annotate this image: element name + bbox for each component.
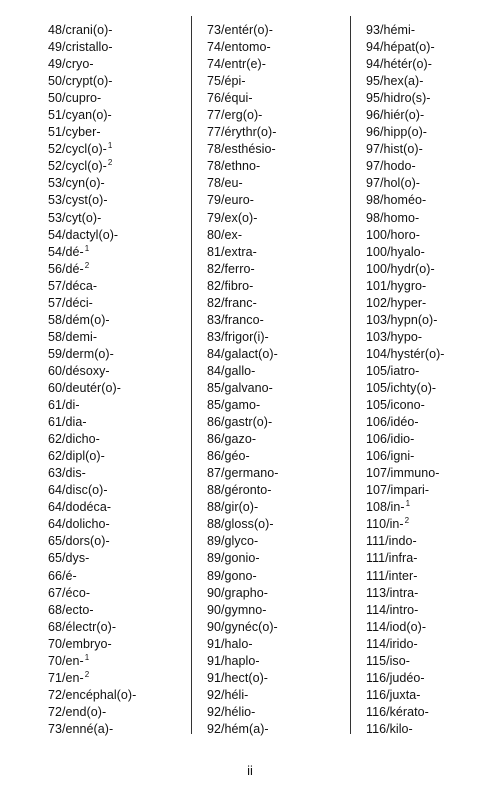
index-entry bbox=[48, 90, 178, 107]
entry-term: 84/gallo- bbox=[207, 363, 256, 378]
index-entry bbox=[207, 22, 335, 39]
entry-term: 73/enné(a)- bbox=[48, 721, 114, 736]
index-entry bbox=[207, 39, 335, 56]
entry-term: 91/haplo- bbox=[207, 653, 260, 668]
entry-term: 60/deutér(o)- bbox=[48, 380, 121, 395]
entry-term: 97/hol(o)- bbox=[366, 176, 420, 191]
entry-term: 95/hidro(s)- bbox=[366, 91, 431, 106]
index-entry bbox=[207, 175, 335, 192]
index-entry bbox=[48, 721, 178, 738]
index-entry bbox=[366, 448, 496, 465]
index-entry bbox=[366, 107, 496, 124]
entry-term: 97/hodo- bbox=[366, 159, 416, 174]
entry-term: 74/entomo- bbox=[207, 40, 271, 55]
index-entry bbox=[48, 448, 178, 465]
entry-term: 96/hiér(o)- bbox=[366, 108, 425, 123]
entry-superscript: 2 bbox=[84, 260, 90, 270]
entry-term: 88/géronto- bbox=[207, 483, 272, 498]
index-entry bbox=[48, 397, 178, 414]
entry-term: 54/dactyl(o)- bbox=[48, 227, 119, 242]
column-divider-2 bbox=[350, 16, 351, 734]
entry-term: 94/hépat(o)- bbox=[366, 40, 435, 55]
entry-term: 79/ex(o)- bbox=[207, 210, 258, 225]
index-entry bbox=[48, 653, 178, 670]
entry-superscript: 1 bbox=[107, 141, 113, 151]
index-entry bbox=[207, 516, 335, 533]
entry-term: 78/eu- bbox=[207, 176, 243, 191]
entry-term: 77/érythr(o)- bbox=[207, 125, 277, 140]
entry-term: 67/éco- bbox=[48, 585, 91, 600]
index-entry bbox=[366, 39, 496, 56]
index-entry bbox=[48, 619, 178, 636]
entry-term: 111/indo- bbox=[366, 534, 417, 549]
entry-term: 106/igni- bbox=[366, 449, 415, 464]
index-entry bbox=[48, 482, 178, 499]
entry-term: 73/entér(o)- bbox=[207, 23, 273, 37]
entry-term: 62/dipl(o)- bbox=[48, 449, 105, 464]
index-entry bbox=[48, 244, 178, 261]
entry-term: 59/derm(o)- bbox=[48, 346, 114, 361]
entry-term: 78/ethno- bbox=[207, 159, 261, 174]
entry-term: 89/gono- bbox=[207, 568, 257, 583]
entry-term: 102/hyper- bbox=[366, 295, 427, 310]
entry-term: 116/kérato- bbox=[366, 704, 429, 719]
entry-term: 85/galvano- bbox=[207, 380, 273, 395]
entry-term: 49/cryo- bbox=[48, 57, 94, 72]
entry-term: 70/en- bbox=[48, 653, 84, 668]
index-entry bbox=[48, 295, 178, 312]
entry-term: 106/idéo- bbox=[366, 415, 419, 430]
entry-term: 83/franco- bbox=[207, 312, 264, 327]
index-entry bbox=[366, 158, 496, 175]
entry-term: 105/icono- bbox=[366, 398, 425, 413]
index-entry bbox=[48, 210, 178, 227]
index-entry bbox=[48, 56, 178, 73]
index-entry bbox=[207, 431, 335, 448]
index-entry bbox=[48, 670, 178, 687]
entry-term: 52/cycl(o)- bbox=[48, 159, 107, 174]
entry-term: 111/infra- bbox=[366, 551, 418, 566]
entry-term: 54/dé- bbox=[48, 244, 84, 259]
entry-term: 100/hydr(o)- bbox=[366, 261, 435, 276]
entry-term: 88/gloss(o)- bbox=[207, 517, 274, 532]
index-entry bbox=[207, 448, 335, 465]
entry-term: 61/dia- bbox=[48, 415, 87, 430]
entry-term: 62/dicho- bbox=[48, 432, 100, 447]
entry-term: 104/hystér(o)- bbox=[366, 346, 445, 361]
entry-term: 77/erg(o)- bbox=[207, 108, 263, 123]
entry-term: 65/dors(o)- bbox=[48, 534, 110, 549]
entry-term: 90/gynéc(o)- bbox=[207, 619, 278, 634]
index-entry bbox=[207, 619, 335, 636]
index-entry bbox=[207, 414, 335, 431]
index-column-3 bbox=[366, 22, 496, 738]
entry-term: 83/frigor(i)- bbox=[207, 329, 269, 344]
entry-term: 100/horo- bbox=[366, 227, 420, 242]
entry-superscript: 2 bbox=[84, 669, 90, 679]
entry-term: 57/déca- bbox=[48, 278, 98, 293]
entry-term: 50/cupro- bbox=[48, 91, 102, 106]
index-entry bbox=[366, 465, 496, 482]
entry-term: 113/intra- bbox=[366, 585, 419, 600]
index-entry bbox=[207, 533, 335, 550]
index-entry bbox=[48, 312, 178, 329]
index-entry bbox=[366, 261, 496, 278]
index-entry bbox=[48, 568, 178, 585]
entry-term: 79/euro- bbox=[207, 193, 254, 208]
entry-term: 53/cyst(o)- bbox=[48, 193, 108, 208]
entry-superscript: 1 bbox=[84, 243, 90, 253]
index-entry bbox=[366, 380, 496, 397]
entry-term: 91/halo- bbox=[207, 636, 253, 651]
entry-term: 66/é- bbox=[48, 568, 77, 583]
index-entry bbox=[207, 550, 335, 567]
entry-term: 58/demi- bbox=[48, 329, 98, 344]
index-entry bbox=[207, 124, 335, 141]
index-entry bbox=[48, 22, 178, 39]
index-entry bbox=[207, 192, 335, 209]
index-entry bbox=[207, 90, 335, 107]
index-entry bbox=[366, 346, 496, 363]
page-number: ii bbox=[247, 763, 253, 778]
entry-term: 94/hétér(o)- bbox=[366, 57, 432, 72]
index-entry bbox=[366, 568, 496, 585]
entry-term: 58/dém(o)- bbox=[48, 312, 110, 327]
index-entry bbox=[207, 687, 335, 704]
entry-term: 114/irido- bbox=[366, 636, 418, 651]
entry-term: 82/fibro- bbox=[207, 278, 254, 293]
index-entry bbox=[207, 312, 335, 329]
entry-term: 63/dis- bbox=[48, 466, 86, 481]
index-entry bbox=[207, 653, 335, 670]
index-entry bbox=[366, 585, 496, 602]
entry-superscript: 1 bbox=[405, 499, 411, 509]
entry-term: 56/dé- bbox=[48, 261, 84, 276]
entry-term: 108/in- bbox=[366, 500, 405, 515]
index-entry bbox=[207, 721, 335, 738]
entry-term: 95/hex(a)- bbox=[366, 74, 424, 89]
entry-term: 101/hygro- bbox=[366, 278, 427, 293]
entry-term: 85/gamo- bbox=[207, 398, 261, 413]
index-entry bbox=[366, 192, 496, 209]
entry-term: 92/hélio- bbox=[207, 704, 256, 719]
entry-term: 74/entr(e)- bbox=[207, 57, 266, 72]
entry-term: 114/iod(o)- bbox=[366, 619, 427, 634]
index-entry bbox=[207, 261, 335, 278]
index-entry bbox=[48, 431, 178, 448]
entry-term: 91/hect(o)- bbox=[207, 670, 268, 685]
entry-term: 116/kilo- bbox=[366, 721, 413, 736]
entry-superscript: 2 bbox=[107, 158, 113, 168]
index-entry bbox=[207, 568, 335, 585]
entry-term: 64/dodéca- bbox=[48, 500, 112, 515]
column-divider-1 bbox=[191, 16, 192, 734]
entry-term: 75/épi- bbox=[207, 74, 246, 89]
entry-term: 80/ex- bbox=[207, 227, 243, 242]
index-entry bbox=[207, 210, 335, 227]
index-entry bbox=[207, 602, 335, 619]
entry-term: 53/cyn(o)- bbox=[48, 176, 105, 191]
index-entry bbox=[207, 465, 335, 482]
index-entry bbox=[366, 533, 496, 550]
index-column-1 bbox=[48, 22, 178, 738]
index-entry bbox=[48, 414, 178, 431]
index-entry bbox=[207, 278, 335, 295]
index-entry bbox=[207, 363, 335, 380]
index-entry bbox=[366, 619, 496, 636]
index-entry bbox=[48, 636, 178, 653]
index-entry bbox=[366, 90, 496, 107]
entry-term: 68/ecto- bbox=[48, 602, 94, 617]
entry-term: 88/gir(o)- bbox=[207, 500, 259, 515]
entry-term: 114/intro- bbox=[366, 602, 419, 617]
index-entry bbox=[48, 602, 178, 619]
index-entry bbox=[207, 244, 335, 261]
entry-term: 49/cristallo- bbox=[48, 40, 113, 55]
entry-term: 87/germano- bbox=[207, 466, 279, 481]
entry-term: 71/en- bbox=[48, 670, 84, 685]
entry-term: 111/inter- bbox=[366, 568, 418, 583]
index-entry bbox=[48, 380, 178, 397]
entry-term: 86/gastr(o)- bbox=[207, 415, 273, 430]
entry-term: 90/gymno- bbox=[207, 602, 267, 617]
entry-term: 107/immuno- bbox=[366, 466, 440, 481]
index-entry bbox=[366, 516, 496, 533]
index-entry bbox=[366, 73, 496, 90]
index-entry bbox=[48, 585, 178, 602]
index-entry bbox=[207, 397, 335, 414]
index-entry bbox=[366, 210, 496, 227]
index-entry bbox=[207, 346, 335, 363]
entry-term: 64/disc(o)- bbox=[48, 483, 108, 498]
index-entry bbox=[48, 687, 178, 704]
entry-term: 89/gonio- bbox=[207, 551, 260, 566]
index-entry bbox=[207, 227, 335, 244]
index-entry bbox=[48, 516, 178, 533]
index-entry bbox=[48, 175, 178, 192]
entry-term: 48/crani(o)- bbox=[48, 23, 113, 37]
entry-term: 86/géo- bbox=[207, 449, 250, 464]
entry-term: 100/hyalo- bbox=[366, 244, 425, 259]
index-entry bbox=[207, 56, 335, 73]
entry-term: 51/cyber- bbox=[48, 125, 101, 140]
entry-term: 116/juxta- bbox=[366, 687, 421, 702]
index-entry bbox=[48, 192, 178, 209]
index-entry bbox=[366, 482, 496, 499]
entry-term: 115/iso- bbox=[366, 653, 410, 668]
index-entry bbox=[48, 124, 178, 141]
entry-term: 106/idio- bbox=[366, 432, 415, 447]
entry-term: 52/cycl(o)- bbox=[48, 142, 107, 157]
entry-term: 92/héli- bbox=[207, 687, 249, 702]
entry-term: 107/impari- bbox=[366, 483, 430, 498]
entry-term: 65/dys- bbox=[48, 551, 90, 566]
entry-term: 53/cyt(o)- bbox=[48, 210, 102, 225]
entry-term: 110/in- bbox=[366, 517, 404, 532]
index-entry bbox=[366, 550, 496, 567]
entry-term: 57/déci- bbox=[48, 295, 93, 310]
entry-term: 72/end(o)- bbox=[48, 704, 107, 719]
index-entry bbox=[48, 141, 178, 158]
entry-term: 93/hémi- bbox=[366, 23, 416, 37]
index-entry bbox=[48, 533, 178, 550]
entry-term: 51/cyan(o)- bbox=[48, 108, 112, 123]
index-entry bbox=[207, 380, 335, 397]
entry-term: 61/di- bbox=[48, 398, 80, 413]
index-entry bbox=[48, 73, 178, 90]
index-entry bbox=[366, 141, 496, 158]
index-entry bbox=[366, 602, 496, 619]
index-entry bbox=[366, 227, 496, 244]
index-entry bbox=[48, 278, 178, 295]
index-entry bbox=[48, 346, 178, 363]
index-entry bbox=[207, 141, 335, 158]
index-entry bbox=[366, 312, 496, 329]
entry-superscript: 1 bbox=[84, 652, 90, 662]
index-entry bbox=[366, 295, 496, 312]
index-entry bbox=[48, 39, 178, 56]
entry-term: 90/grapho- bbox=[207, 585, 268, 600]
entry-term: 86/gazo- bbox=[207, 432, 257, 447]
index-entry bbox=[207, 585, 335, 602]
entry-term: 103/hypo- bbox=[366, 329, 423, 344]
index-entry bbox=[366, 124, 496, 141]
index-entry bbox=[366, 704, 496, 721]
index-entry bbox=[48, 329, 178, 346]
index-entry bbox=[366, 431, 496, 448]
index-entry bbox=[207, 670, 335, 687]
entry-term: 60/désoxy- bbox=[48, 363, 110, 378]
index-entry bbox=[207, 636, 335, 653]
index-entry bbox=[207, 329, 335, 346]
index-entry bbox=[48, 227, 178, 244]
entry-term: 68/électr(o)- bbox=[48, 619, 117, 634]
index-entry bbox=[207, 295, 335, 312]
entry-term: 105/ichty(o)- bbox=[366, 380, 437, 395]
index-entry bbox=[207, 482, 335, 499]
entry-term: 98/homo- bbox=[366, 210, 420, 225]
entry-term: 84/galact(o)- bbox=[207, 346, 278, 361]
index-entry bbox=[366, 363, 496, 380]
entry-term: 103/hypn(o)- bbox=[366, 312, 438, 327]
entry-term: 72/encéphal(o)- bbox=[48, 687, 137, 702]
index-entry bbox=[366, 244, 496, 261]
index-entry bbox=[207, 107, 335, 124]
entry-superscript: 2 bbox=[404, 516, 410, 526]
index-entry bbox=[366, 721, 496, 738]
index-entry bbox=[207, 158, 335, 175]
index-entry bbox=[366, 329, 496, 346]
entry-term: 82/ferro- bbox=[207, 261, 255, 276]
entry-term: 116/judéo- bbox=[366, 670, 425, 685]
index-entry bbox=[366, 414, 496, 431]
entry-term: 96/hipp(o)- bbox=[366, 125, 427, 140]
index-entry bbox=[366, 22, 496, 39]
entry-term: 105/iatro- bbox=[366, 363, 420, 378]
index-entry bbox=[366, 278, 496, 295]
index-entry bbox=[48, 499, 178, 516]
entry-term: 82/franc- bbox=[207, 295, 257, 310]
entry-term: 81/extra- bbox=[207, 244, 257, 259]
entry-term: 92/hém(a)- bbox=[207, 721, 269, 736]
index-entry bbox=[48, 465, 178, 482]
index-entry bbox=[48, 261, 178, 278]
entry-term: 50/crypt(o)- bbox=[48, 74, 113, 89]
entry-term: 76/équi- bbox=[207, 91, 253, 106]
index-entry bbox=[366, 670, 496, 687]
entry-term: 78/esthésio- bbox=[207, 142, 276, 157]
entry-term: 97/hist(o)- bbox=[366, 142, 423, 157]
index-entry bbox=[366, 636, 496, 653]
index-entry bbox=[207, 704, 335, 721]
index-entry bbox=[48, 158, 178, 175]
entry-term: 70/embryo- bbox=[48, 636, 112, 651]
entry-term: 89/glyco- bbox=[207, 534, 259, 549]
index-entry bbox=[366, 499, 496, 516]
index-entry bbox=[207, 73, 335, 90]
index-entry bbox=[366, 653, 496, 670]
index-entry bbox=[48, 107, 178, 124]
entry-term: 64/dolicho- bbox=[48, 517, 110, 532]
index-entry bbox=[366, 397, 496, 414]
index-entry bbox=[366, 56, 496, 73]
entry-term: 98/homéo- bbox=[366, 193, 427, 208]
index-entry bbox=[366, 175, 496, 192]
index-entry bbox=[366, 687, 496, 704]
index-entry bbox=[207, 499, 335, 516]
index-entry bbox=[48, 363, 178, 380]
index-entry bbox=[48, 704, 178, 721]
index-entry bbox=[48, 550, 178, 567]
index-column-2 bbox=[207, 22, 335, 738]
